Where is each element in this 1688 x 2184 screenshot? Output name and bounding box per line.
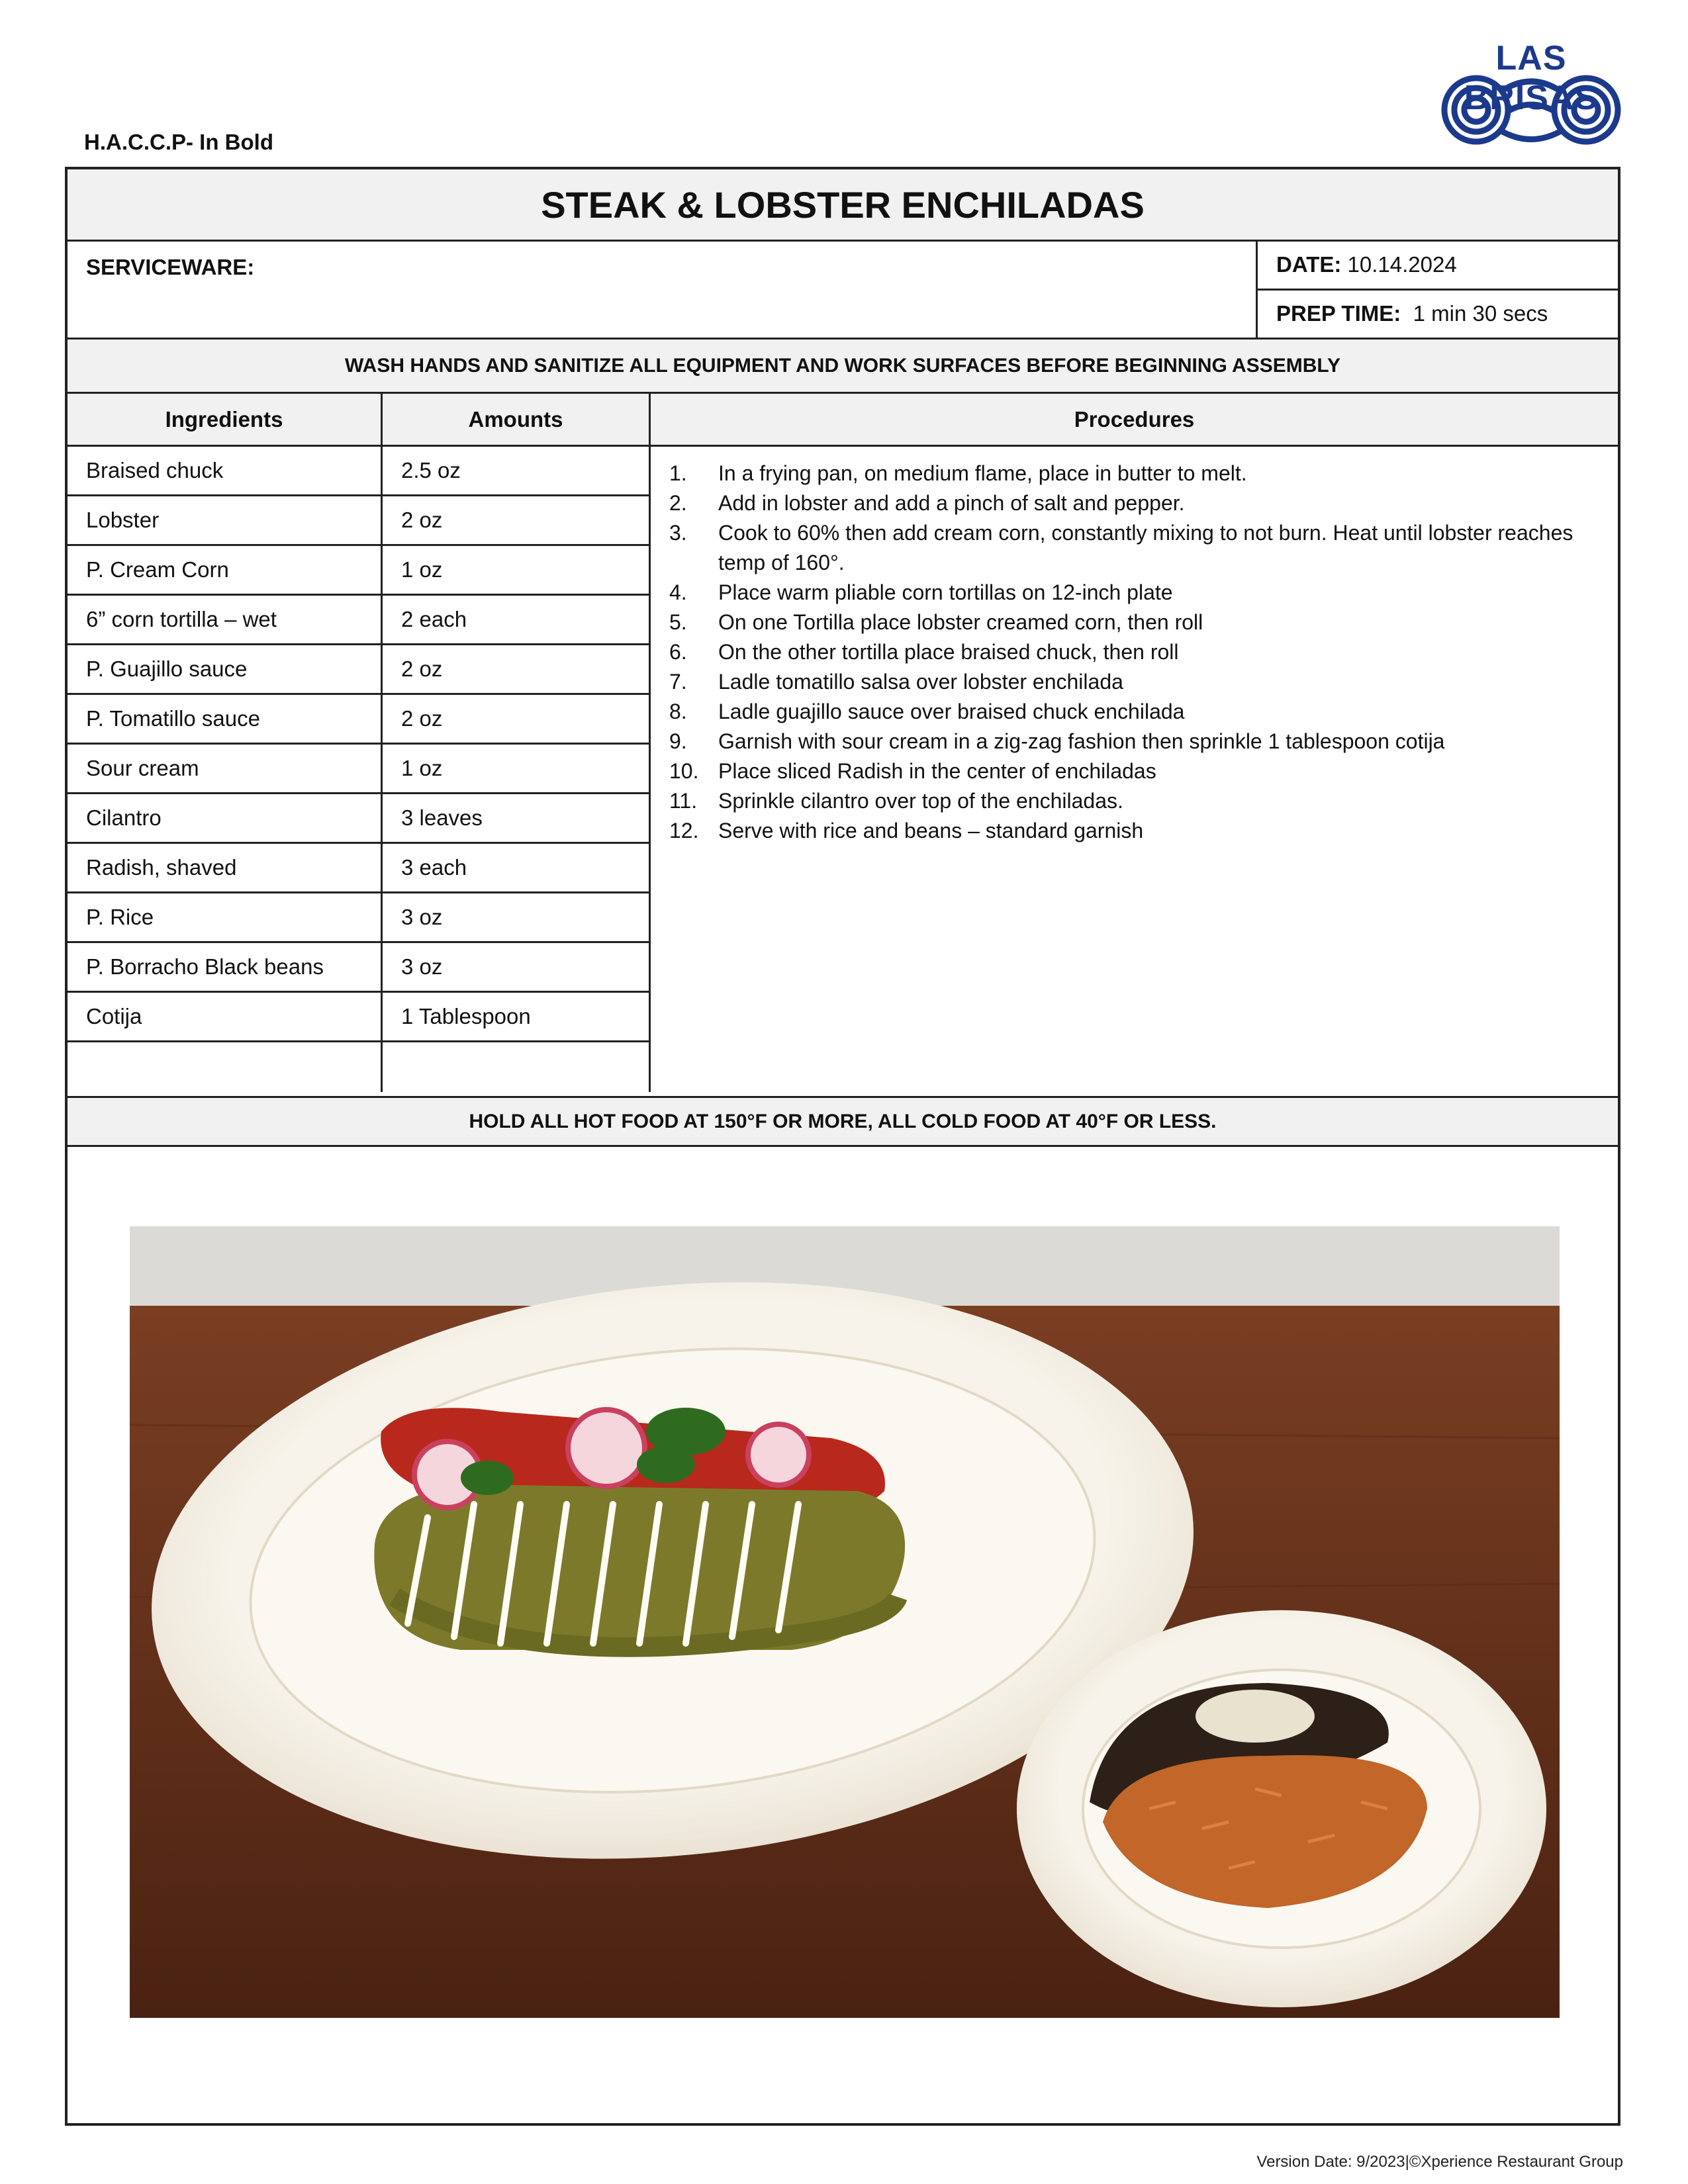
recipe-title: STEAK & LOBSTER ENCHILADAS [541,183,1145,226]
procedures-list [651,447,1618,858]
step-number: 6. [669,640,687,664]
step-number: 1. [669,461,687,485]
step-number: 3. [669,521,687,545]
step-number: 10. [669,759,699,783]
table-row [68,496,651,546]
list-item [669,756,1599,786]
list-item [669,637,1599,667]
ingredient-name: P. Rice [68,893,383,941]
list-item [669,697,1599,727]
ingredients-table [68,447,651,1092]
table-row [68,745,651,794]
step-text: Ladle guajillo sauce over braised chuck enchilada [718,700,1185,723]
ingredient-amount: 2 oz [383,695,651,743]
amounts-header: Amounts [383,394,651,447]
step-text: Sprinkle cilantro over top of the enchiladas. [718,789,1123,813]
step-number: 5. [669,610,687,634]
date-value: 10.14.2024 [1347,252,1457,277]
prep-time-value: 1 min 30 secs [1413,301,1548,326]
table-row [68,695,651,745]
step-text: Garnish with sour cream in a zig-zag fashion then sprinkle 1 tablespoon cotija [718,729,1445,753]
hold-temperature-notice: HOLD ALL HOT FOOD AT 150°F OR MORE, ALL COLD FOOD AT 40°F OR LESS. [68,1096,1618,1147]
ingredient-name: 6” corn tortilla – wet [68,596,383,643]
ingredient-name: Cilantro [68,794,383,842]
ingredient-name: Sour cream [68,745,383,792]
procedures-header: Procedures [651,394,1618,447]
list-item [669,488,1599,518]
table-row [68,993,651,1042]
ingredient-name: Radish, shaved [68,844,383,891]
table-row [68,1042,651,1092]
ingredient-amount: 1 oz [383,546,651,594]
ingredient-amount: 3 oz [383,893,651,941]
step-number: 9. [669,729,687,753]
version-footer: Version Date: 9/2023|©Xperience Restaurant Group [1256,2153,1623,2171]
step-text: On the other tortilla place braised chuck, then roll [718,640,1179,664]
plated-enchiladas-image [130,1226,1560,2018]
prep-time-cell [1258,291,1618,340]
table-row [68,546,651,596]
table-row [68,447,651,496]
table-row [68,596,651,645]
step-text: Place sliced Radish in the center of enchiladas [718,759,1156,783]
ingredient-name: P. Guajillo sauce [68,645,383,693]
dish-photo [130,1226,1560,2018]
step-number: 11. [669,789,698,813]
ingredient-amount: 2 oz [383,645,651,693]
ingredient-amount: 3 oz [383,943,651,991]
ingredient-amount: 3 each [383,844,651,891]
ingredient-amount: 2 each [383,596,651,643]
haccp-note: H.A.C.C.P- In Bold [84,130,273,154]
ingredient-amount: 2 oz [383,496,651,544]
list-item [669,816,1599,846]
list-item [669,459,1599,488]
table-row [68,645,651,695]
step-text: Add in lobster and add a pinch of salt and pepper. [718,491,1185,515]
list-item [669,578,1599,608]
ingredient-name: P. Cream Corn [68,546,383,594]
list-item [669,608,1599,637]
ingredient-name: P. Borracho Black beans [68,943,383,991]
serviceware-cell [68,242,1258,340]
date-label: DATE: [1276,252,1342,277]
table-row [68,794,651,844]
table-row [68,893,651,943]
step-number: 4. [669,580,687,604]
ingredient-name: Lobster [68,496,383,544]
date-cell [1258,242,1618,291]
ingredient-name: P. Tomatillo sauce [68,695,383,743]
prep-time-label: PREP TIME: [1276,301,1401,326]
ingredient-name: Braised chuck [68,447,383,494]
wave-logo-icon [1435,71,1627,151]
step-text: In a frying pan, on medium flame, place in butter to melt. [718,461,1247,485]
ingredient-amount: 1 Tablespoon [383,993,651,1040]
ingredient-amount [383,1042,651,1092]
list-item [669,786,1599,816]
logo-wordmark: LAS BRISAS [1464,39,1599,117]
step-number: 7. [669,670,687,694]
las-brisas-logo [1435,38,1627,152]
step-number: 2. [669,491,687,515]
step-text: Ladle tomatillo salsa over lobster enchilada [718,670,1123,694]
wash-hands-notice: WASH HANDS AND SANITIZE ALL EQUIPMENT AND WORK SURFACES BEFORE BEGINNING ASSEMBLY [68,340,1618,394]
step-number: 12. [669,819,699,842]
table-row [68,943,651,993]
ingredient-amount: 2.5 oz [383,447,651,494]
step-text: Place warm pliable corn tortillas on 12-inch plate [718,580,1173,604]
list-item [669,667,1599,697]
table-row [68,844,651,893]
ingredient-name: Cotija [68,993,383,1040]
step-text: On one Tortilla place lobster creamed corn, then roll [718,610,1203,634]
step-text: Serve with rice and beans – standard garnish [718,819,1144,842]
list-item [669,518,1599,578]
step-number: 8. [669,700,687,723]
ingredient-amount: 1 oz [383,745,651,792]
step-text: Cook to 60% then add cream corn, constantly mixing to not burn. Heat until lobster reaches temp of 160°. [718,521,1573,574]
ingredient-amount: 3 leaves [383,794,651,842]
title-row [68,169,1618,242]
ingredients-header: Ingredients [68,394,383,447]
serviceware-label: SERVICEWARE: [86,255,255,279]
list-item [669,727,1599,756]
ingredient-name [68,1042,383,1092]
